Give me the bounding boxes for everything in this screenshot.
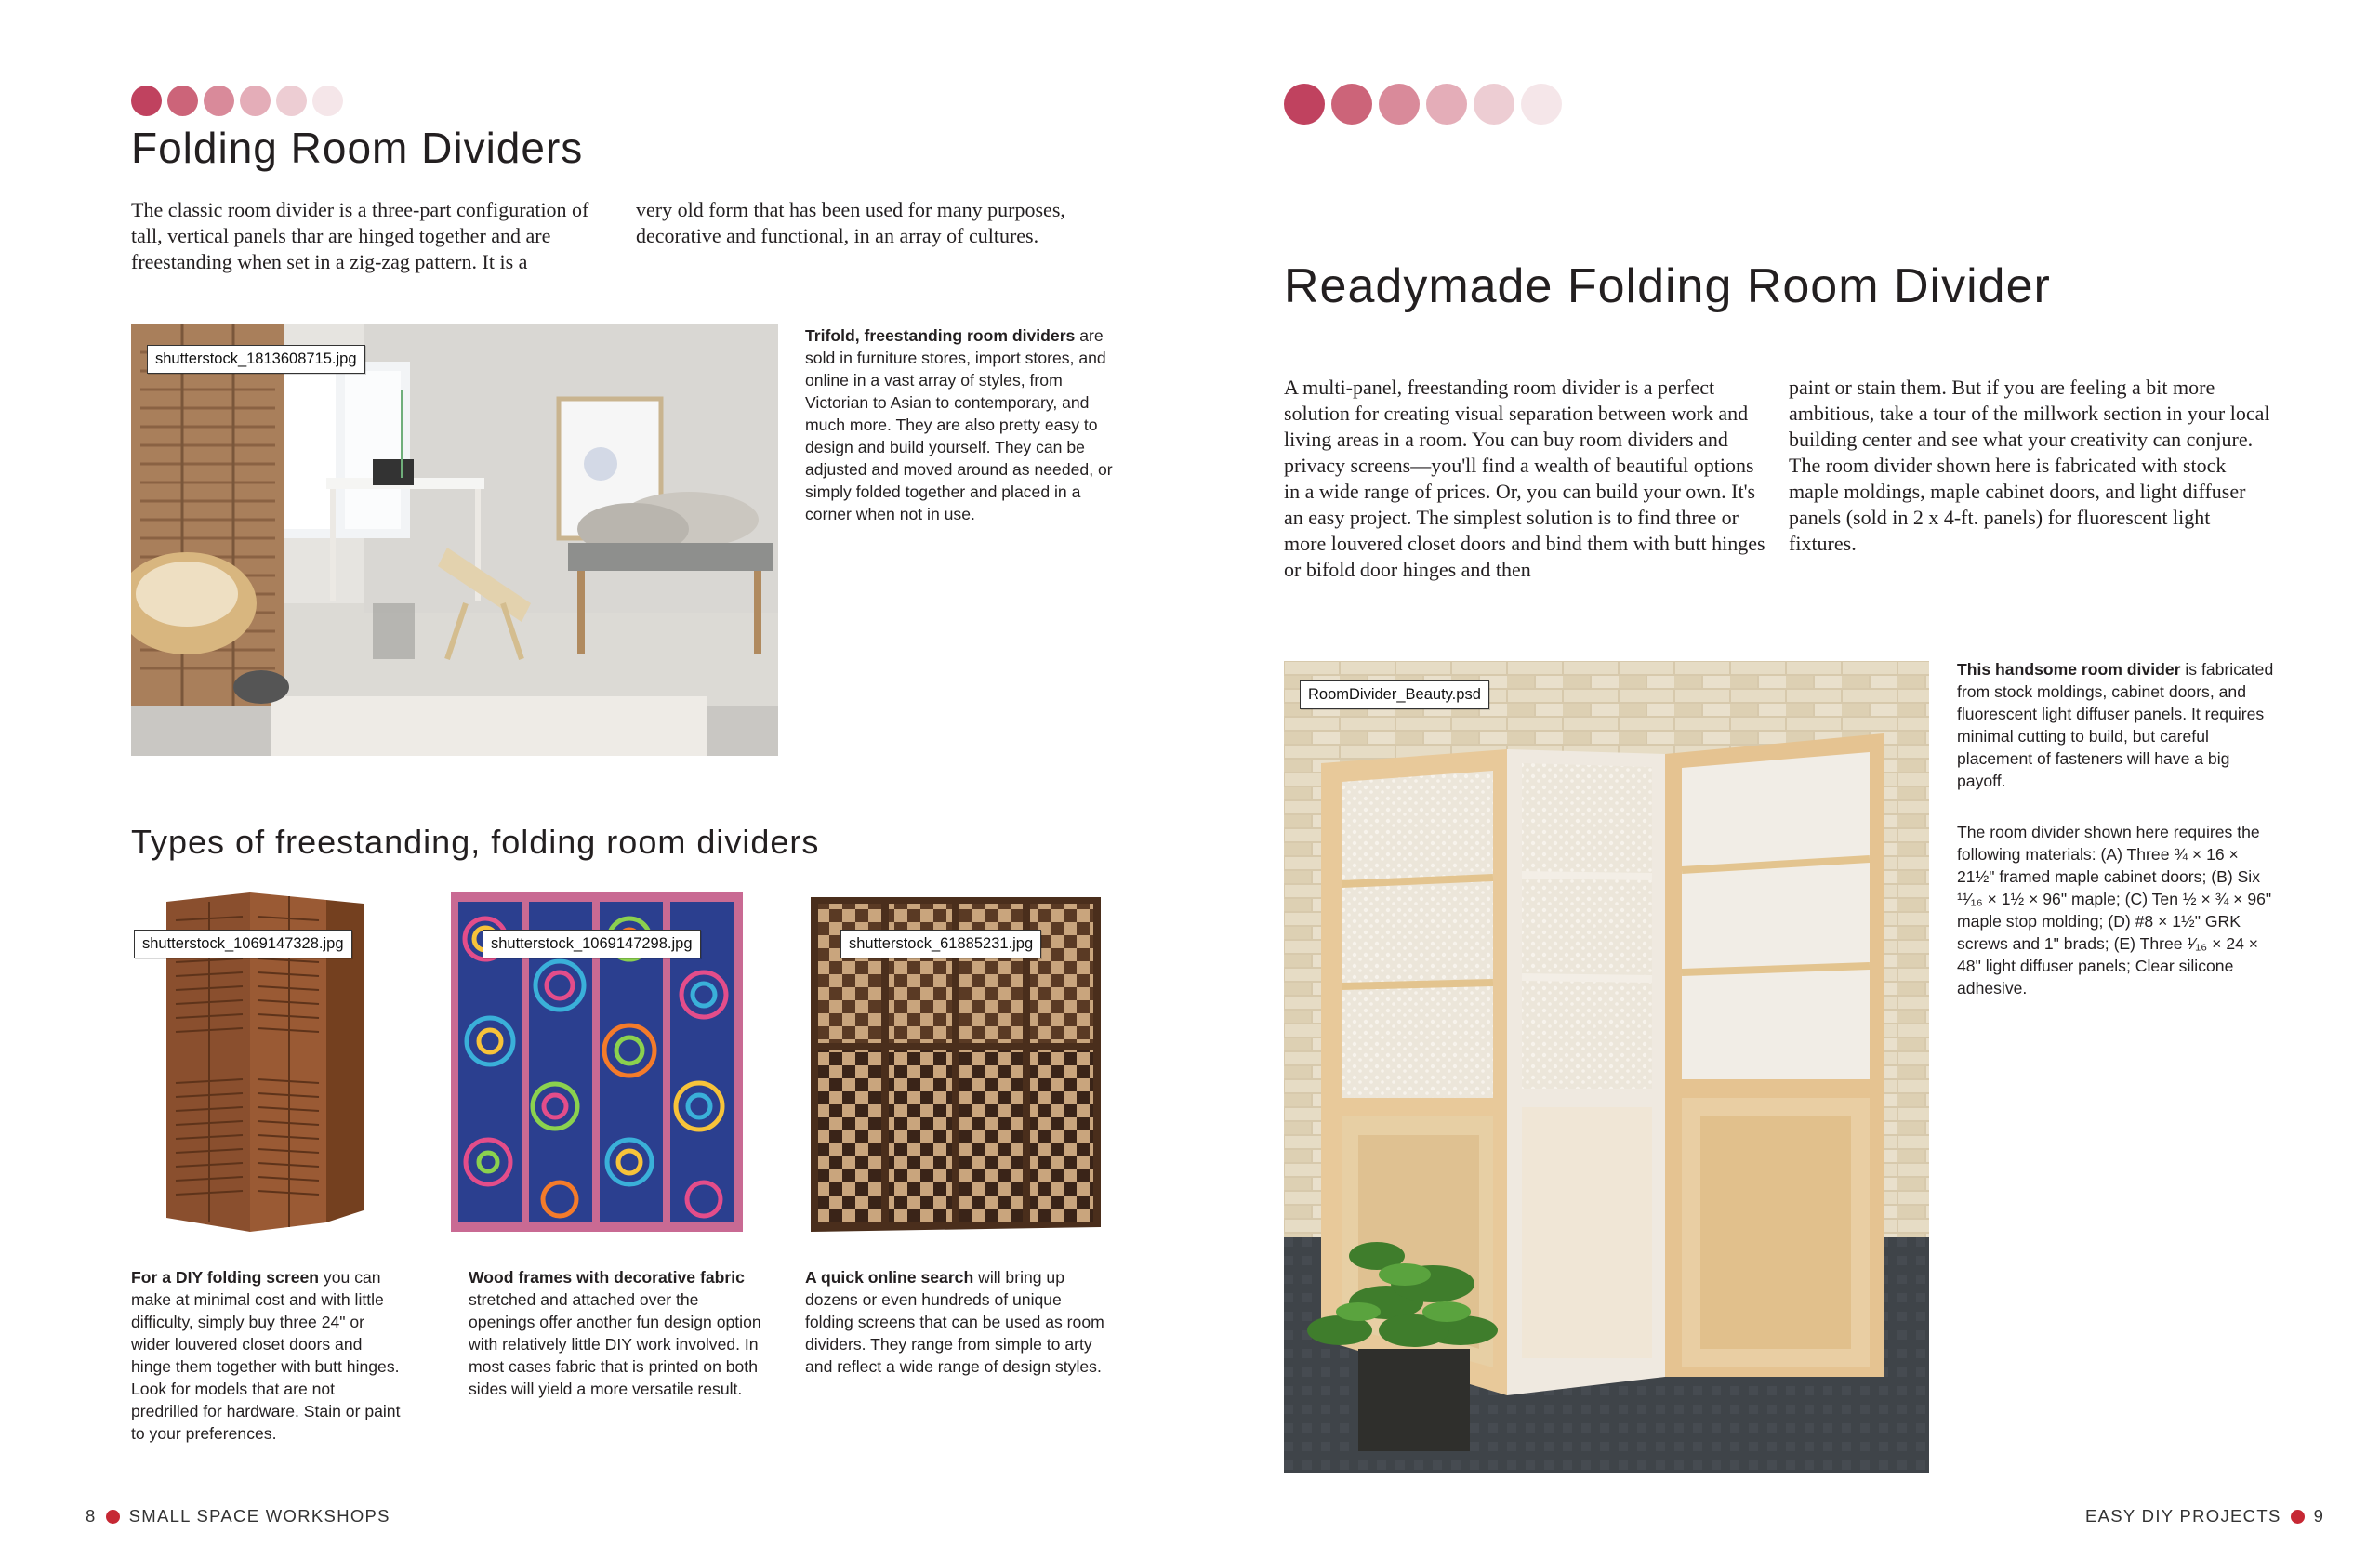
- intro-column-1: The classic room divider is a three-part configuration of tall, vertical panels thar are hinged together and are freestanding when set in a zig-zag pattern. It is a: [131, 198, 589, 273]
- caption-lead: For a DIY folding screen: [131, 1268, 320, 1287]
- caption-lead: Trifold, freestanding room dividers: [805, 326, 1076, 345]
- hero-photo-caption: [805, 324, 1121, 525]
- type-caption: [469, 1266, 766, 1400]
- caption-lead: Wood frames with decorative fabric: [469, 1268, 745, 1287]
- folio-left: [86, 1506, 390, 1526]
- page-title: Folding Room Dividers: [131, 124, 584, 172]
- accent-dot: [204, 86, 234, 116]
- caption-text: will bring up dozens or even hundreds of unique folding screens that can be used as room dividers. They range from simple to arty and reflect a wide range of design styles.: [805, 1268, 1104, 1376]
- hero-photo: [131, 324, 778, 756]
- photo-filename-label: shutterstock_1069147298.jpg: [483, 930, 701, 958]
- accent-dots: [1284, 84, 1568, 125]
- caption-text: are sold in furniture stores, import stores, and online in a vast array of styles, from Victorian to Asian to contemporary, and much more. They are also pretty easy to design and build yourself. They can be adjusted and moved around as needed, or simply folded together and placed in a corner when not in use.: [805, 326, 1113, 523]
- type-caption: [131, 1266, 401, 1445]
- hero-photo: [1284, 661, 1929, 1473]
- caption-text: you can make at minimal cost and with little difficulty, simply buy three 24" or wider louvered closet doors and hinge them together with butt hinges. Look for models that are not predrilled for hardware. Stain or paint to your preferences.: [131, 1268, 401, 1443]
- materials-list: The room divider shown here requires the following materials: (A) Three ¾ × 16 × 21½" framed maple cabinet doors; (B) Six ¹¹⁄₁₆ × 1½ × 96" maple; (C) Ten ½ × ¾ × 96" maple stop molding; (D) #8 × 1½" GRK screws and 1" brads; (E) Three ¹⁄₁₆ × 24 × 48" light diffuser panels; Clear silicone adhesive.: [1957, 823, 2272, 997]
- accent-dot: [276, 86, 307, 116]
- page-number: 8: [86, 1506, 97, 1526]
- running-head: EASY DIY PROJECTS: [2085, 1506, 2281, 1526]
- intro-column-1: A multi-panel, freestanding room divider is a perfect solution for creating visual separation between work and living areas in a room. You can buy room dividers and privacy screens—you'll find a wealth of beautiful options in a wide range of prices. Or, you can build your own. It's an easy project. The simplest solution is to find three or more louvered closet doors and bind them with butt hinges or bifold door hinges and then: [1284, 376, 1765, 581]
- folio-bullet: [106, 1510, 120, 1524]
- photo-filename-label: shutterstock_1813608715.jpg: [147, 345, 365, 374]
- photo-filename-label: shutterstock_1069147328.jpg: [134, 930, 352, 958]
- photo-filename-label: shutterstock_61885231.jpg: [840, 930, 1041, 958]
- caption-lead: A quick online search: [805, 1268, 974, 1287]
- intro-column-2: paint or stain them. But if you are feeling a bit more ambitious, take a tour of the millwork section in your local building center and see what your creativity can conjure. The room divider shown here is fabricated with stock maple moldings, maple cabinet doors, and light diffuser panels (sold in 2 x 4-ft. panels) for fluorescent light fixtures.: [1789, 376, 2270, 555]
- type-caption: [805, 1266, 1112, 1378]
- accent-dot: [1474, 84, 1514, 125]
- accent-dot: [240, 86, 271, 116]
- page-number: 9: [2313, 1506, 2325, 1526]
- type-photo-fabric: [443, 883, 750, 1241]
- accent-dot: [167, 86, 198, 116]
- accent-dot: [1284, 84, 1325, 125]
- accent-dot: [312, 86, 343, 116]
- accent-dot: [1521, 84, 1562, 125]
- type-photo-woven: [803, 883, 1110, 1241]
- photo-filename-label: RoomDivider_Beauty.psd: [1300, 680, 1489, 709]
- type-photo-louvered: [131, 883, 438, 1241]
- caption-text: stretched and attached over the openings offer another fun design option with relatively little DIY work involved. In most cases fabric that is printed on both sides will yield a more versatile result.: [469, 1290, 761, 1398]
- caption-text: is fabricated from stock moldings, cabinet doors, and fluorescent light diffuser panels. It requires minimal cutting to build, but careful placement of fasteners will have a big payoff.: [1957, 660, 2274, 790]
- folio-right: [2085, 1506, 2324, 1526]
- accent-dot: [1379, 84, 1420, 125]
- accent-dot: [131, 86, 162, 116]
- running-head: SMALL SPACE WORKSHOPS: [128, 1506, 390, 1526]
- accent-dots: [131, 86, 349, 116]
- folio-bullet: [2291, 1510, 2305, 1524]
- page-title: Readymade Folding Room Divider: [1284, 259, 2051, 313]
- section-subhead: Types of freestanding, folding room dividers: [131, 823, 820, 861]
- accent-dot: [1426, 84, 1467, 125]
- hero-photo-caption: [1957, 658, 2278, 792]
- intro-column-2: very old form that has been used for many purposes, decorative and functional, in an array of cultures.: [636, 198, 1065, 247]
- caption-lead: This handsome room divider: [1957, 660, 2181, 679]
- accent-dot: [1331, 84, 1372, 125]
